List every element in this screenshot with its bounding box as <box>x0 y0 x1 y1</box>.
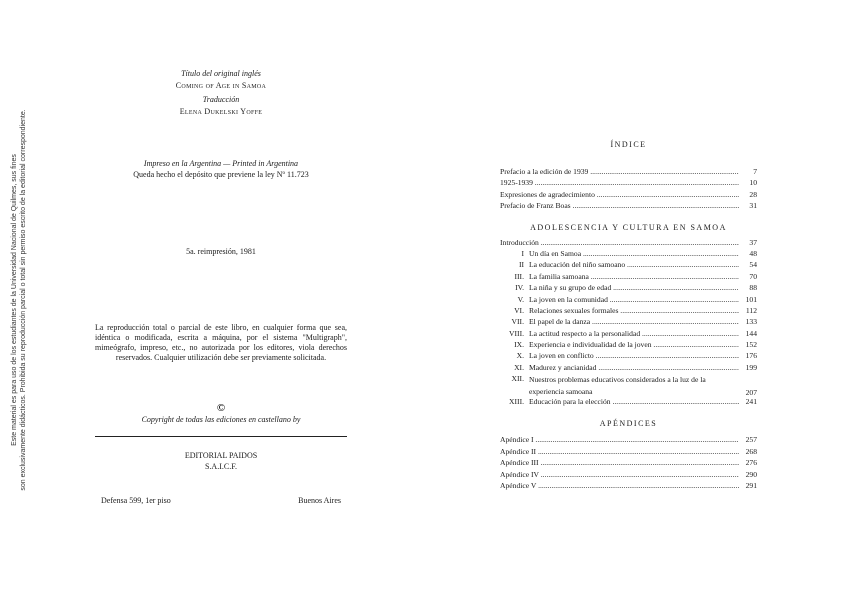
toc-page: 7 <box>753 167 757 176</box>
toc-title: Relaciones sexuales formales ..... <box>529 306 739 315</box>
toc-entry[interactable] <box>500 351 757 362</box>
divider-rule <box>95 436 347 437</box>
publisher-block <box>95 450 347 472</box>
appendix-list <box>500 435 757 492</box>
toc-entry[interactable] <box>500 272 757 283</box>
side-notice <box>4 20 34 580</box>
translator-name: Elena Dukelski Yoffe <box>179 107 263 116</box>
toc-page: 133 <box>745 317 757 327</box>
toc-page: 176 <box>745 351 757 361</box>
toc-page: 54 <box>749 260 757 270</box>
chapter-number: XI. <box>514 362 524 372</box>
toc-page: 276 <box>745 458 757 468</box>
toc-page: 291 <box>745 481 757 491</box>
toc-entry[interactable] <box>500 340 757 351</box>
appendix-heading: APÉNDICES <box>599 419 658 429</box>
toc-page: 101 <box>745 294 757 304</box>
toc-page: 241 <box>745 397 757 407</box>
toc-title: Prefacio a la edición de 1939 ..... <box>500 167 739 176</box>
toc-title: Apéndice V ..... <box>500 481 739 490</box>
rights-notice: La reproducción total o parcial de este libro, en cualquier forma que sea, idéntica o modificada, escrita a máquina, por el sistema "Multigraph", mimeógrafo, impreso, etc., no autorizada por los editores, viola derechos reservados. Cualquier utilización debe ser previamente solicitada. <box>95 323 347 362</box>
toc-title: Apéndice III ..... <box>500 458 739 467</box>
toc-title: Educación para la elección ..... <box>529 397 739 406</box>
toc-page: 199 <box>745 362 757 372</box>
toc-title: Nuestros problemas educativos considerados a la luz de la experiencia samoana <box>529 375 706 396</box>
toc-title: Prefacio de Franz Boas ..... <box>500 201 739 210</box>
chapter-number: X. <box>516 351 524 361</box>
toc-page: 37 <box>749 237 757 247</box>
toc-entry[interactable] <box>500 249 757 260</box>
reprint-info: 5a. reimpresión, 1981 <box>186 247 256 256</box>
side-notice-line-2: son exclusivamente didácticos. Prohibida su reproducción parcial o total sin permiso escrito de la editorial correspondiente. <box>20 109 27 491</box>
toc-title: Madurez y ancianidad ..... <box>529 363 739 372</box>
index-page <box>500 140 757 492</box>
credits-page <box>95 68 347 505</box>
toc-title: La niña y su grupo de edad ..... <box>529 283 739 292</box>
toc-page: 268 <box>745 446 757 456</box>
index-heading: ÍNDICE <box>610 140 647 149</box>
city: Buenos Aires <box>298 496 341 505</box>
toc-entry[interactable] <box>500 458 757 469</box>
legal-deposit: Queda hecho el depósito que previene la ley Nº 11.723 <box>133 170 309 179</box>
toc-page: 144 <box>745 328 757 338</box>
address: Defensa 599, 1er piso <box>101 496 171 505</box>
side-notice-text <box>10 30 28 570</box>
toc-page: 28 <box>749 189 757 199</box>
toc-title: Un día en Samoa ..... <box>529 249 739 258</box>
toc-entry[interactable] <box>500 238 757 249</box>
toc-title: La educación del niño samoano ..... <box>529 260 739 269</box>
toc-title: La joven en conflicto ..... <box>529 351 739 360</box>
toc-title: La familia samoana ..... <box>529 272 739 281</box>
chapter-number: VI. <box>514 305 524 315</box>
toc-title: Apéndice IV ..... <box>500 470 739 479</box>
toc-entry[interactable] <box>500 329 757 340</box>
toc-title: La joven en la comunidad ..... <box>529 295 739 304</box>
side-notice-line-1: Este material es para uso de los estudiantes de la Universidad Nacional de Quilmes, sus fines <box>11 154 18 446</box>
toc-entry[interactable] <box>500 397 757 408</box>
toc-entry[interactable] <box>500 306 757 317</box>
chapter-number: VII. <box>511 317 524 327</box>
toc-entry[interactable] <box>500 447 757 458</box>
toc-entry[interactable] <box>500 201 757 212</box>
toc-title: 1925-1939 ..... <box>500 178 739 187</box>
printed-in: Impreso en la Argentina — Printed in Argentina <box>143 159 299 168</box>
toc-entry[interactable] <box>500 283 757 294</box>
toc-page: 290 <box>745 469 757 479</box>
toc-title: Apéndice II ..... <box>500 447 739 456</box>
toc-page: 48 <box>749 248 757 258</box>
toc-page: 10 <box>749 178 757 188</box>
chapter-number: IX. <box>514 340 524 350</box>
part-heading: ADOLESCENCIA Y CULTURA EN SAMOA <box>530 222 727 232</box>
toc-entry[interactable] <box>500 470 757 481</box>
toc-title: Experiencia e individualidad de la joven ..... <box>529 340 739 349</box>
publisher-entity: S.A.I.C.F. <box>204 462 238 471</box>
chapter-number: XIII. <box>509 397 524 407</box>
copyright-symbol: © <box>216 402 226 414</box>
toc-entry[interactable] <box>500 190 757 201</box>
toc-page: 152 <box>745 340 757 350</box>
printing-info <box>95 158 347 180</box>
toc-entry[interactable] <box>500 178 757 189</box>
toc-entry[interactable] <box>500 374 757 397</box>
chapter-number: II <box>518 260 524 270</box>
toc-entry[interactable] <box>500 481 757 492</box>
original-title-label: Título del original inglés <box>181 69 261 78</box>
toc-entry[interactable] <box>500 260 757 271</box>
chapter-number: IV. <box>515 283 524 293</box>
toc-title: El papel de la danza ..... <box>529 317 739 326</box>
chapter-list <box>500 238 757 409</box>
toc-entry[interactable] <box>500 317 757 328</box>
toc-page: 88 <box>749 283 757 293</box>
toc-title: La actitud respecto a la personalidad ..... <box>529 329 739 338</box>
toc-page: 70 <box>749 271 757 281</box>
toc-title: Expresiones de agradecimiento ..... <box>500 190 739 199</box>
copyright-text: Copyright de todas las ediciones en castellano by <box>141 415 301 424</box>
chapter-number: I <box>521 248 524 258</box>
chapter-number: VIII. <box>509 328 524 338</box>
chapter-number: III. <box>514 271 524 281</box>
toc-page: 207 <box>745 388 757 398</box>
toc-entry[interactable] <box>500 295 757 306</box>
translation-label: Traducción <box>202 95 240 104</box>
toc-entry[interactable] <box>500 435 757 446</box>
original-title: Coming of Age in Samoa <box>175 81 267 90</box>
publisher-address <box>95 496 347 505</box>
toc-title: Apéndice I ..... <box>500 435 739 444</box>
chapter-number: V. <box>517 294 524 304</box>
copyright-block <box>95 403 347 425</box>
toc-title: Introducción ..... <box>500 238 739 247</box>
toc-page: 31 <box>749 201 757 211</box>
publisher-name: EDITORIAL PAIDOS <box>184 451 258 460</box>
chapter-number: XII. <box>511 374 524 384</box>
toc-entry[interactable] <box>500 167 757 178</box>
title-credits <box>95 68 347 118</box>
toc-page: 257 <box>745 435 757 445</box>
toc-page: 112 <box>745 305 757 315</box>
toc-entry[interactable] <box>500 363 757 374</box>
front-matter-list <box>500 167 757 213</box>
